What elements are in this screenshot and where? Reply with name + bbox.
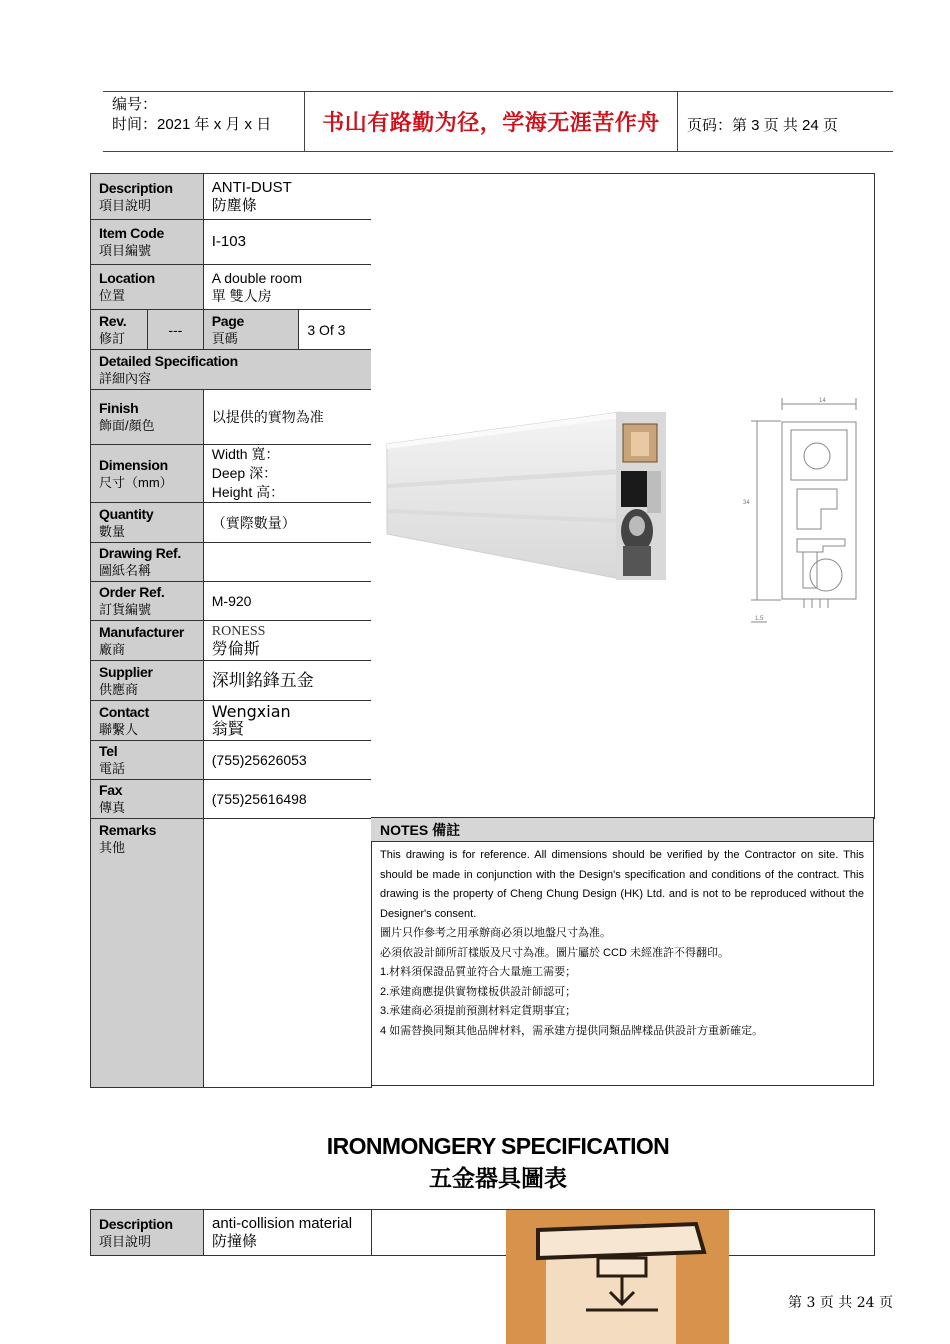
header-divider — [677, 91, 678, 152]
row-location — [91, 265, 372, 310]
notes-zh-line: 2.承建商應提供實物樣板供設計師認可； — [380, 985, 577, 998]
fax-value: (755)25616498 — [203, 780, 371, 819]
spec-table — [90, 173, 372, 1088]
row-description — [91, 174, 372, 220]
row-dimension — [91, 445, 372, 503]
item-code-label: Item Code 項目編號 — [91, 220, 204, 265]
description-value: ANTI-DUST 防塵條 — [203, 174, 371, 220]
header-bottom-rule — [103, 151, 893, 152]
location-value: A double room 單 雙人房 — [203, 265, 371, 310]
row-rev-page — [91, 310, 372, 350]
dimension-bottom-label: 1.5 — [755, 616, 764, 622]
description-2-label: Description 項目說明 — [91, 1210, 204, 1256]
rev-label: Rev. 修訂 — [91, 310, 148, 350]
row-order-ref — [91, 582, 372, 621]
description-label: Description 項目說明 — [91, 174, 204, 220]
row-detailed — [91, 350, 372, 390]
order-ref-label: Order Ref. 訂貨編號 — [91, 582, 204, 621]
row-drawing-ref — [91, 543, 372, 582]
drawing-ref-value — [203, 543, 371, 582]
header-motto: 书山有路勤为径，学海无涯苦作舟 — [322, 109, 660, 136]
row-remarks — [91, 819, 372, 1088]
row-contact — [91, 701, 372, 741]
supplier-value: 深圳銘鋒五金 — [203, 661, 371, 701]
order-ref-value: M-920 — [203, 582, 371, 621]
manufacturer-value: RONESS 勞倫斯 — [203, 621, 371, 661]
row-quantity — [91, 503, 372, 543]
row-item-code — [91, 220, 372, 265]
dimension-value: Width 寬： Deep 深： Height 高： — [203, 445, 371, 503]
notes-header: NOTES 備註 — [371, 817, 874, 842]
notes-zh-line: 4 如需替換同類其他品牌材料，需承建方提供同類品牌樣品供設計方重新確定。 — [380, 1024, 764, 1037]
tel-value: (755)25626053 — [203, 741, 371, 780]
remarks-label: Remarks 其他 — [91, 819, 204, 1088]
notes-zh-line: 必須依設計師所訂樣版及尺寸為准。圖片屬於 CCD 未經准許不得翻印。 — [380, 946, 729, 959]
section-title-zh: 五金器具圖表 — [429, 1165, 567, 1191]
spec-table-2 — [90, 1209, 875, 1256]
header-time: 时间：2021 年 x 月 x 日 — [112, 116, 272, 133]
product-photo — [371, 174, 874, 818]
row-fax — [91, 780, 372, 819]
manufacturer-label: Manufacturer 廠商 — [91, 621, 204, 661]
notes-zh-line: 圖片只作參考之用承辦商必須以地盤尺寸為准。 — [380, 927, 611, 939]
contact-label: Contact 聯繫人 — [91, 701, 204, 741]
detailed-spec-label: Detailed Specification 詳細內容 — [91, 350, 372, 390]
row-tel — [91, 741, 372, 780]
section-title-en: IRONMONGERY SPECIFICATION — [326, 1133, 670, 1159]
notes-english-text: This drawing is for reference. All dimensions should be verified by the Contractor on site. This should be made in conjunction with the Design's specification and conditions of the contract. This drawing is the property of Cheng Chung Design (HK) Ltd. and is not to be reproduced without the Designer's consent. — [380, 849, 864, 920]
notes-zh-line: 3.承建商必須提前預測材料定貨期事宜； — [380, 1005, 577, 1017]
remarks-value — [203, 819, 371, 1088]
row-manufacturer — [91, 621, 372, 661]
description-2-value: anti-collision material 防撞條 — [204, 1210, 372, 1256]
rev-value: --- — [147, 310, 203, 350]
product-image-cell — [371, 173, 875, 819]
row-supplier — [91, 661, 372, 701]
technical-drawing — [751, 398, 856, 622]
dimension-top-label: 14 — [819, 398, 826, 404]
finish-label: Finish 飾面/顏色 — [91, 390, 204, 445]
quantity-label: Quantity 數量 — [91, 503, 204, 543]
row-finish — [91, 390, 372, 445]
notes-body — [371, 842, 874, 1086]
drawing-ref-label: Drawing Ref. 圖紙名稱 — [91, 543, 204, 582]
page-value: 3 Of 3 — [299, 310, 372, 350]
fax-label: Fax 傳真 — [91, 780, 204, 819]
header-page-info: 页码：第 3 页 共 24 页 — [687, 117, 838, 134]
supplier-label: Supplier 供應商 — [91, 661, 204, 701]
finish-value: 以提供的實物為准 — [203, 390, 371, 445]
header-number: 编号： — [112, 96, 158, 113]
dimension-side-label: 34 — [743, 500, 750, 506]
page-label: Page 頁碼 — [203, 310, 299, 350]
tel-label: Tel 電話 — [91, 741, 204, 780]
location-label: Location 位置 — [91, 265, 204, 310]
contact-value: Wengxian 翁賢 — [203, 701, 371, 741]
footer-page-number: 第 3 页 共 24 页 — [788, 1295, 893, 1311]
quantity-value: （實際數量） — [203, 503, 371, 543]
item-code-value: I-103 — [203, 220, 371, 265]
notes-zh-line: 1.材料須保證品質並符合大量施工需要； — [380, 966, 577, 978]
anti-collision-photo — [506, 1210, 729, 1344]
dimension-label: Dimension 尺寸（mm） — [91, 445, 204, 503]
